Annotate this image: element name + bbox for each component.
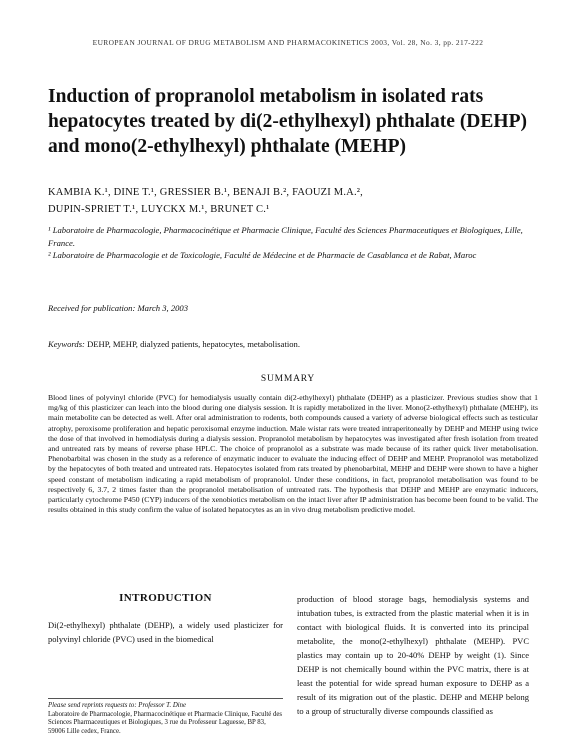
keywords-label: Keywords:: [48, 339, 85, 349]
journal-header: EUROPEAN JOURNAL OF DRUG METABOLISM AND PHARMACOKINETICS 2003, Vol. 28, No. 3, pp. 217-222: [92, 38, 484, 47]
received-date: Received for publication: March 3, 2003: [48, 303, 189, 313]
footnote-address: Laboratoire de Pharmacologie, Pharmacocinétique et Pharmacie Clinique, Faculté des Sciences Pharmaceutiques et Biologiques, 3 rue du Professeur Laguesse, BP 83, 59006 Lille cedex, France.: [48, 710, 283, 735]
article-title: Induction of propranolol metabolism in isolated rats hepatocytes treated by di(2-ethylhexyl) phthalate (DEHP) and mono(2-ethylhexyl) phthalate (MEHP): [48, 86, 527, 157]
author-list: [48, 184, 538, 218]
affiliation-2: ² Laboratoire de Pharmacologie et de Toxicologie, Faculté de Médecine et de Pharmacie de Casablanca et de Rabat, Maroc: [48, 250, 477, 260]
affiliations: [48, 224, 538, 262]
affiliation-1: ¹ Laboratoire de Pharmacologie, Pharmacocinétique et Pharmacie Clinique, Faculté des Sciences Pharmaceutiques et Biologiques, Lille, France.: [48, 225, 523, 248]
left-column: [48, 592, 283, 646]
introduction-right-text: production of blood storage bags, hemodialysis systems and intubation tubes, is extracted from the plastic material when it is in contact with biological fluids. It is converted into its principal metabolite, the mono(2-ethylhexyl) phthalate (MEHP). PVC plastics may contain up to 20-40% DEHP by weight (1). Since DEHP is not chemically bound within the PVC matrix, there is at least the potential for wide spread human exposure to DEHP as a result of its migration out of the plastic. DEHP and MEHP belong to a group of structurally diverse compounds classified as: [297, 594, 529, 716]
footnote-lead: Please send reprints requests to: Professor T. Dine: [48, 702, 187, 709]
correspondence-footnote: [48, 698, 283, 736]
author-line-2: DUPIN-SPRIET T.¹, LUYCKX M.¹, BRUNET C.¹: [48, 204, 270, 215]
right-column: [297, 592, 529, 718]
introduction-left-text: Di(2-ethylhexyl) phthalate (DEHP), a widely used plasticizer for polyvinyl chloride (PVC) used in the biomedical: [48, 620, 283, 644]
keywords-text: DEHP, MEHP, dialyzed patients, hepatocytes, metabolisation.: [87, 339, 300, 349]
author-line-1: KAMBIA K.¹, DINE T.¹, GRESSIER B.¹, BENAJI B.², FAOUZI M.A.²,: [48, 187, 363, 198]
introduction-heading: INTRODUCTION: [119, 592, 212, 604]
abstract-text: Blood lines of polyvinyl chloride (PVC) for hemodialysis usually contain di(2-ethylhexyl) phthalate (DEHP) as a plasticizer. Previous studies show that 1 mg/kg of this plasticizer can leach into the blood during one dialysis session. It is rapidly metabolized in the liver. Mono(2-ethylhexyl) phthalate (MEHP), its main metabolite can be detected as well. After oral administration to rodents, both compounds caused a variety of adverse biological effects such as testicular atrophy, peroxisome proliferation and hepatic peroxisomal enzyme induction. Male wistar rats were treated intraperitoneally by DEHP and MEHP using twice the dose of that involved in hemodialysis during a dialysis session. Propranolol metabolism by hepatocytes was investigated after fresh isolation from treated and untreated rats by means of reverse phase HPLC. The choice of propranolol as a substrate was made because of its rather quick liver metabolisation. Phenobarbital was chosen in the study as a reference of enzymatic inducer to evaluate the inducing effect of DEHP and MEHP. Propranolol was metabolized by the hepatocytes of both treated and untreated rats. Hepatocytes isolated from rats treated by phenobarbital, MEHP and DEHP were shown to have a higher speed constant of metabolism indicating a rapid metabolism of propranolol. Under these conditions, in fact, propranolol metabolisation was found to be respectively 6, 3.7, 2 times faster than the propranolol metabolisation of untreated rats. The hypothesis that DEHP and MEHP are enzymatic inducers, particularly cytochrome P450 (CYP) inducers of the xenobiotics metabolism on the intact liver after IP administration has become been found to be valid. The results obtained in this study confirm the value of isolated hepatocytes as an in vivo drug metabolism predictive model.: [48, 393, 538, 515]
keywords: [48, 339, 538, 349]
summary-heading: SUMMARY: [260, 374, 316, 384]
